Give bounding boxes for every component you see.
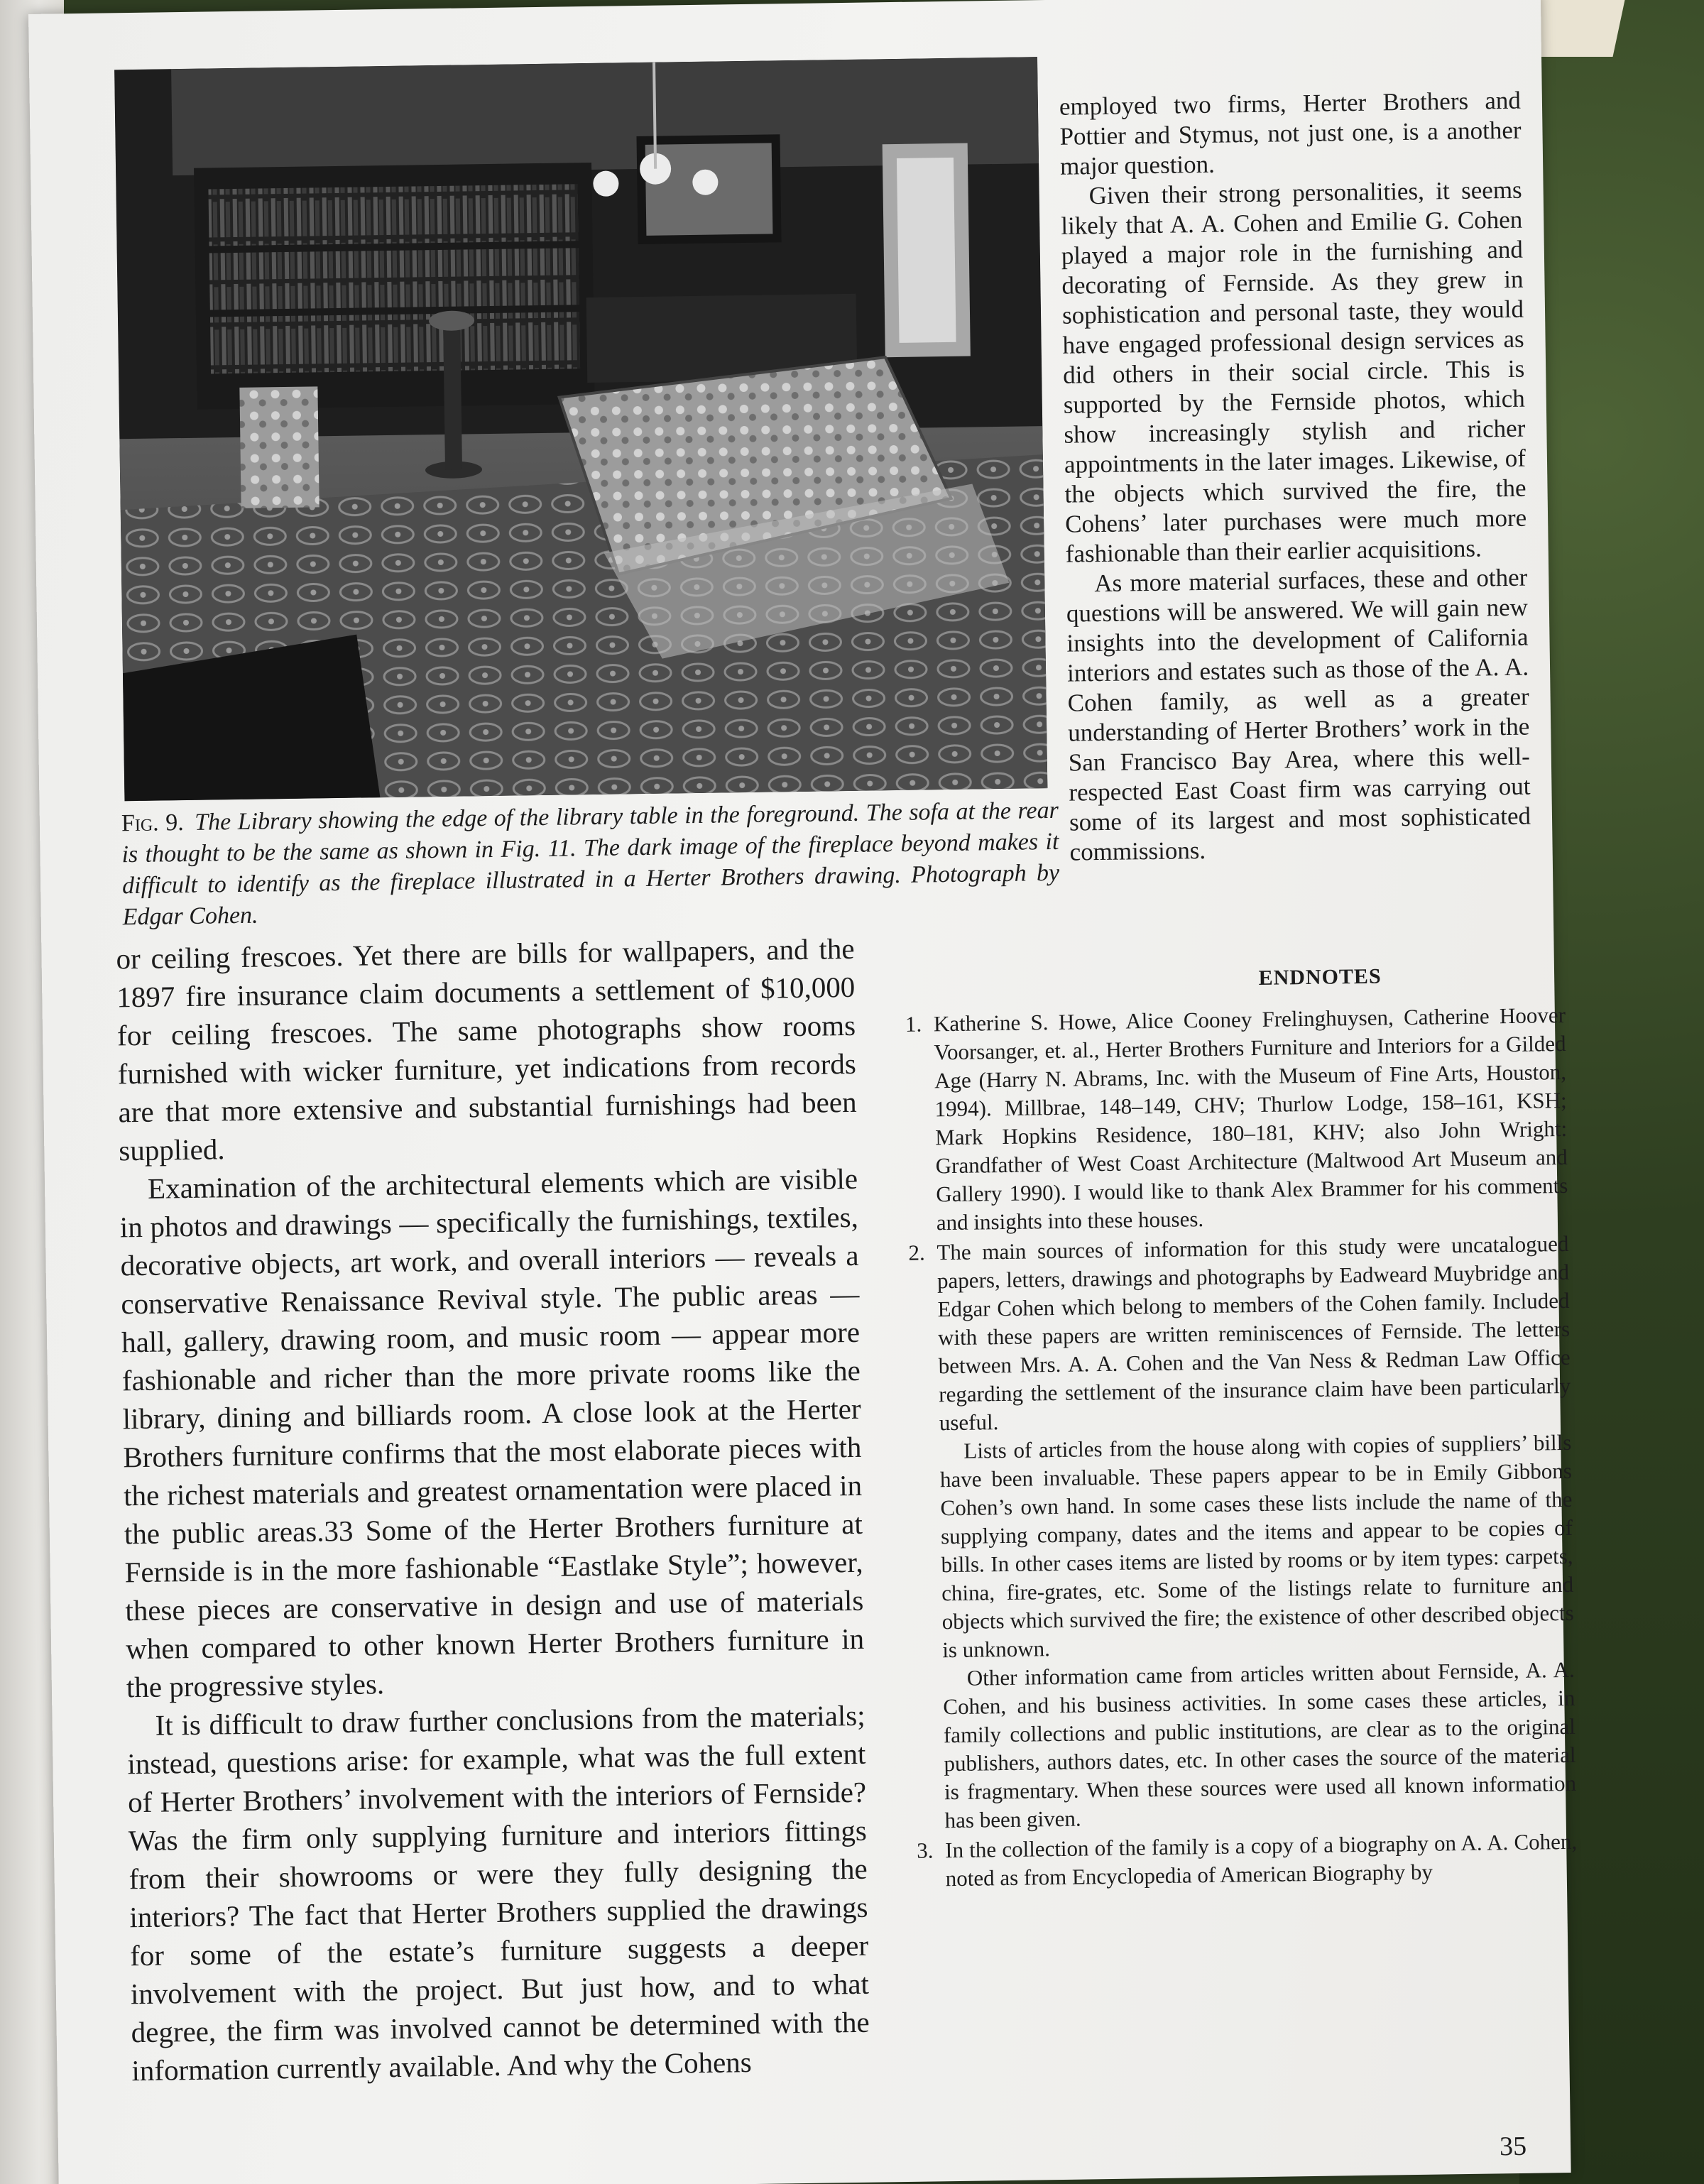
figure-label: Fig. 9. <box>121 809 184 837</box>
book-page <box>28 0 1578 2184</box>
paragraph: employed two firms, Herter Brothers and Pottier and Stymus, not just one, is a another major question. <box>1059 86 1522 180</box>
paragraph: It is difficult to draw further conclusions from the materials; instead, questions arise: for example, what was the full extent of Herter Brothers’ involvement with the interiors of Fernside? Was the firm only supplying furniture and interiors fittings from their showrooms or were they fully designing the interiors? The fact that Herter Brothers supplied the drawings for some of the estate’s furniture suggests a deeper involvement with the project. But just how, and to what degree, the firm was involved cannot be determined with the information currently available. And why the Cohens <box>127 1698 870 2087</box>
paragraph: Examination of the architectural elements which are visible in photos and drawings — specifically the furnishings, textiles, decorative objects, art work, and overall interiors — reveals a conservative Renaissance Revival style. The public areas — hall, gallery, drawing room, and music room — appear more fashionable and richer than the more private rooms like the library, dining and billiards room. A close look at the Herter Brothers furniture confirms that the most elaborate pieces with the richest materials and greatest ornamentation were placed in the public areas.33 Some of the Herter Brothers furniture at Fernside is in the more fashionable “Eastlake Style”; however, these pieces are conservative in design and use of materials when compared to other known Herter Brothers furniture in the progressive styles. <box>119 1162 865 1704</box>
figure-caption-text: The Library showing the edge of the library table in the foreground. The sofa at the rear is thought to be the same as shown in Fig. 11. The dark image of the fireplace beyond makes it difficult to identify as the fireplace illustrated in a Herter Brothers drawing. Photograph by Edgar Cohen. <box>121 797 1060 931</box>
endnote-body <box>945 1828 1578 1893</box>
endnotes-list <box>905 1001 1578 1895</box>
endnote-paragraph: The main sources of information for this study were uncatalogued papers, letters, drawings and photographs by Eadweard Muybridge and Edgar Cohen which belong to members of the Cohen family. Included with these papers are written reminiscences of Fernside. The letters between Mrs. A. A. Cohen and the Van Ness & Redman Law Office regarding the settlement of the insurance claim have been particularly useful. <box>936 1230 1571 1436</box>
endnote-paragraph: In the collection of the family is a copy of a biography on A. A. Cohen, noted as from Encyclopedia of American Biography by <box>944 1828 1578 1891</box>
right-column-text <box>1059 86 1531 868</box>
paragraph: or ceiling frescoes. Yet there are bills for wallpapers, and the 1897 fire insurance claim documents a settlement of $10,000 for ceiling frescoes. The same photographs show rooms furnished with wicker furniture, yet indications from records are that more extensive and substantial furnishings had been supplied. <box>116 932 857 1167</box>
figure-caption <box>121 795 1060 933</box>
endnote-number: 3. <box>916 1838 934 1863</box>
endnote-number: 2. <box>908 1240 925 1265</box>
endnote-body <box>934 1001 1568 1237</box>
endnote-number: 1. <box>905 1011 922 1037</box>
library-photo-illustration <box>114 57 1047 801</box>
endnote-paragraph: Lists of articles from the house along with copies of suppliers’ bills have been invaluable. These papers appear to be in Emily Gibbons Cohen’s own hand. In some cases these lists include the name of the supplying company, dates and the items and appear to be copies of bills. In other cases items are listed by rooms or by item types: carpets, china, fire-grates, etc. Some of the listings relate to furniture and objects which survived the fire; the existence of other described objects is unknown. <box>939 1429 1574 1663</box>
endnote-paragraph: Other information came from articles written about Fernside, A. A. Cohen, and his business activities. In some cases these articles, in family collections and public institutions, are clear as to the original publishers, authors dates, etc. In other cases the source of the material is fragmentary. When these sources were used all known information has been given. <box>943 1656 1577 1833</box>
endnote-item <box>917 1828 1578 1894</box>
endnote-body <box>936 1230 1577 1835</box>
page-number: 35 <box>1499 2131 1527 2162</box>
library-photograph <box>114 57 1047 801</box>
endnote-item <box>905 1001 1568 1238</box>
paragraph: As more material surfaces, these and other questions will be answered. We will gain new insights into the development of California interiors and estates such as those of the A. A. Cohen family, as well as a greater understanding of Herter Brothers’ work in the San Francisco Bay Area, where this well-respected East Coast firm was carrying out some of its largest and most sophisticated commissions. <box>1066 563 1531 866</box>
left-column-text <box>116 929 870 2090</box>
paragraph: Given their strong personalities, it seems likely that A. A. Cohen and Emilie G. Cohen played a major role in the furnishing and decorating of Fernside. As they grew in sophistication and personal taste, they would have engaged professional design services as did others in their social circle. This is supported by the Fernside photos, which show increasingly stylish and richer appointments in the later images. Likewise, of the objects which survived the fire, the Cohens’ later purchases were much more fashionable than their earlier acquisitions. <box>1061 175 1527 568</box>
endnote-item <box>908 1230 1577 1835</box>
endnote-paragraph: Katherine S. Howe, Alice Cooney Frelinghuysen, Catherine Hoover Voorsanger, et. al., Herter Brothers Furniture and Interiors for a Gilded Age (Harry N. Abrams, Inc. with the Museum of Fine Arts, Houston, 1994). Millbrae, 148–149, CHV; Thurlow Lodge, 158–161, KSH; Mark Hopkins Residence, 180–181, KHV; also John Wright: Grandfather of West Coast Architecture (Maltwood Art Museum and Gallery 1990). I would like to thank Alex Brammer for his comments and insights into these houses. <box>933 1002 1568 1235</box>
endnotes-heading: ENDNOTES <box>1258 964 1382 990</box>
